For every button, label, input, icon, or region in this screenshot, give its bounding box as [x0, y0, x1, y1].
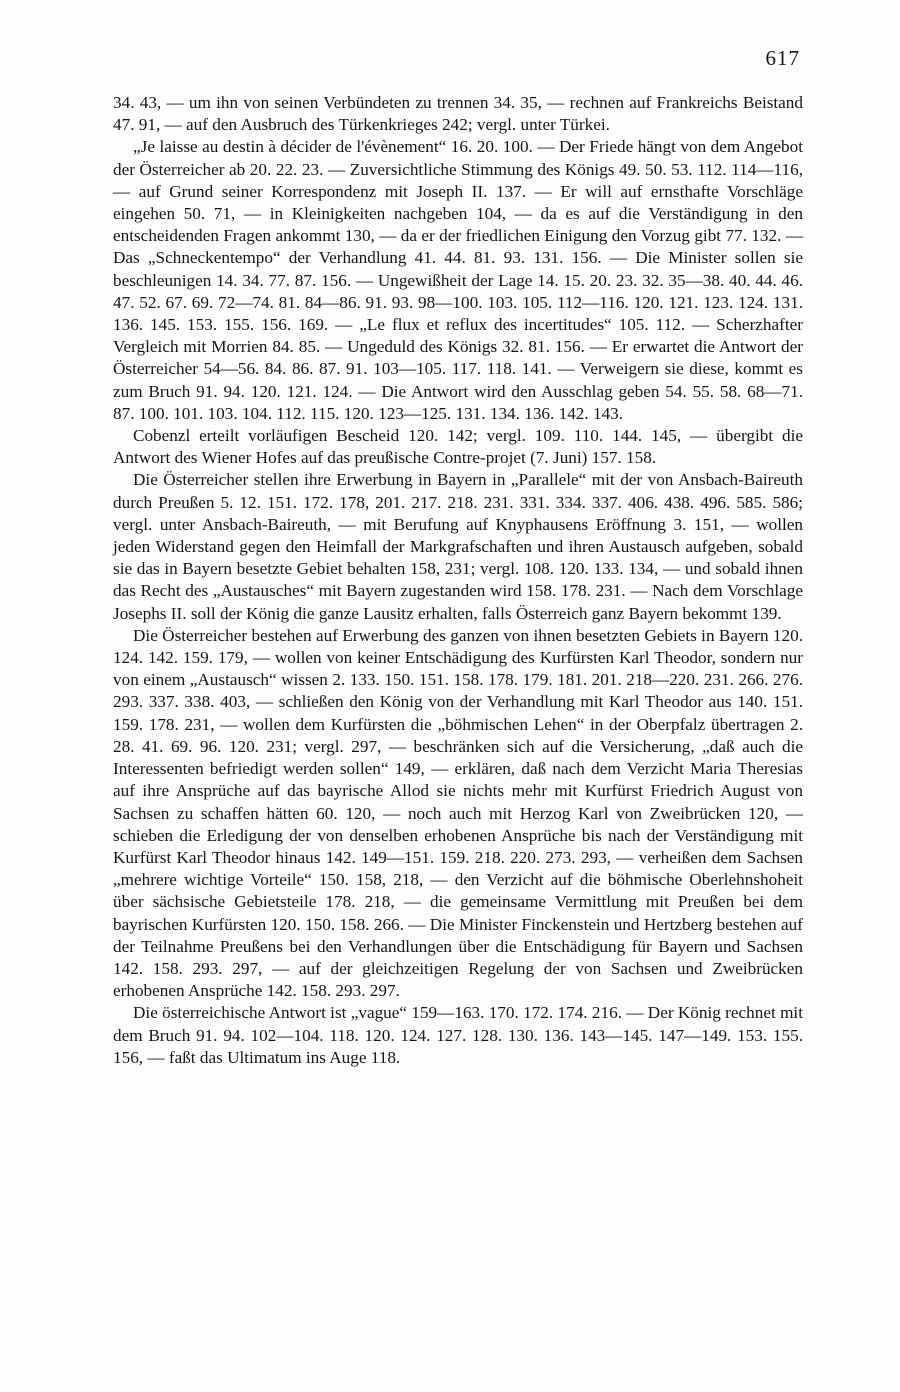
index-paragraph: 34. 43, — um ihn von seinen Verbündeten zu trennen 34. 35, — rechnen auf Frankreichs Beistand 47. 91, — auf den Ausbruch des Türkenkrieges 242; vergl. unter Türkei.: [113, 93, 803, 135]
index-paragraph: Cobenzl erteilt vorläufigen Bescheid 120. 142; vergl. 109. 110. 144. 145, — übergibt die Antwort des Wiener Hofes auf das preußische Contre-projet (7. Juni) 157. 158.: [113, 426, 803, 468]
index-paragraph: „Je laisse au destin à décider de l'évènement“ 16. 20. 100. — Der Friede hängt von dem Angebot der Österreicher ab 20. 22. 23. — Zuversichtliche Stimmung des Königs 49. 50. 53. 112. 114—116, — auf Grund seiner Korrespondenz mit Joseph II. 137. — Er will auf ernsthafte Vorschläge eingehen 50. 71, — in Kleinigkeiten nachgeben 104, — da es auf die Verständigung in den entscheidenden Fragen ankommt 130, — da er der friedlichen Einigung den Vorzug gibt 77. 132. — Das „Schneckentempo“ der Verhandlung 41. 44. 81. 93. 131. 156. — Die Minister sollen sie beschleunigen 14. 34. 77. 87. 156. — Ungewißheit der Lage 14. 15. 20. 23. 32. 35—38. 40. 44. 46. 47. 52. 67. 69. 72—74. 81. 84—86. 91. 93. 98—100. 103. 105. 112—116. 120. 121. 123. 124. 131. 136. 145. 153. 155. 156. 169. — „Le flux et reflux des incertitudes“ 105. 112. — Scherzhafter Vergleich mit Morrien 84. 85. — Ungeduld des Königs 32. 81. 156. — Er erwartet die Antwort der Österreicher 54—56. 84. 86. 87. 91. 103—105. 117. 118. 141. — Verweigern sie diese, kommt es zum Bruch 91. 94. 120. 121. 124. — Die Antwort wird den Ausschlag geben 54. 55. 58. 68—71. 87. 100. 101. 103. 104. 112. 115. 120. 123—125. 131. 134. 136. 142. 143.: [113, 137, 803, 423]
index-paragraph: Die Österreicher stellen ihre Erwerbung in Bayern in „Parallele“ mit der von Ansbach-Baireuth durch Preußen 5. 12. 151. 172. 178, 201. 217. 218. 231. 331. 334. 337. 406. 438. 496. 585. 586; vergl. unter Ansbach-Baireuth, — mit Berufung auf Knyphausens Eröffnung 3. 151, — wollen jeden Widerstand gegen den Heimfall der Markgrafschaften und ihren Austausch aufgeben, sobald sie das in Bayern besetzte Gebiet behalten 158, 231; vergl. 108. 120. 133. 134, — und sobald ihnen das Recht des „Austausches“ mit Bayern zugestanden wird 158. 178. 231. — Nach dem Vorschlage Josephs II. soll der König die ganze Lausitz erhalten, falls Österreich ganz Bayern bekommt 139.: [113, 470, 803, 623]
index-text-block: [113, 92, 803, 1069]
page-number: 617: [765, 46, 800, 70]
index-paragraph: Die Österreicher bestehen auf Erwerbung des ganzen von ihnen besetzten Gebiets in Bayern 120. 124. 142. 159. 179, — wollen von keiner Entschädigung des Kurfürsten Karl Theodor, sondern nur von einem „Austausch“ wissen 2. 133. 150. 151. 158. 178. 179. 181. 201. 218—220. 231. 266. 276. 293. 337. 338. 403, — schließen den König von der Verhandlung mit Karl Theodor aus 140. 151. 159. 178. 231, — wollen dem Kurfürsten die „böhmischen Lehen“ in der Oberpfalz übertragen 2. 28. 41. 69. 96. 120. 231; vergl. 297, — beschränken sich auf die Versicherung, „daß auch die Interessenten befriedigt werden sollen“ 149, — erklären, daß nach dem Verzicht Maria Theresias auf ihre Ansprüche auf das bayrische Allod sie nichts mehr mit Kurfürst Friedrich August von Sachsen zu schaffen hätten 60. 120, — noch auch mit Herzog Karl von Zweibrücken 120, — schieben die Erledigung der von denselben erhobenen Ansprüche bis nach der Verständigung mit Kurfürst Karl Theodor hinaus 142. 149—151. 159. 218. 220. 273. 293, — verheißen dem Sachsen „mehrere wichtige Vorteile“ 150. 158, 218, — den Verzicht auf die böhmische Oberlehnshoheit über sächsische Gebietsteile 178. 218, — die gemeinsame Vermittlung mit Preußen bei dem bayrischen Kurfürsten 120. 150. 158. 266. — Die Minister Finckenstein und Hertzberg bestehen auf der Teilnahme Preußens bei den Verhandlungen über die Entschädigung für Bayern und Sachsen 142. 158. 293. 297, — auf der gleichzeitigen Regelung der von Sachsen und Zweibrücken erhobenen Ansprüche 142. 158. 293. 297.: [113, 625, 803, 1001]
index-paragraph: Die österreichische Antwort ist „vague“ 159—163. 170. 172. 174. 216. — Der König rechnet mit dem Bruch 91. 94. 102—104. 118. 120. 124. 127. 128. 130. 136. 143—145. 147—149. 153. 155. 156, — faßt das Ultimatum ins Auge 118.: [113, 1003, 803, 1067]
